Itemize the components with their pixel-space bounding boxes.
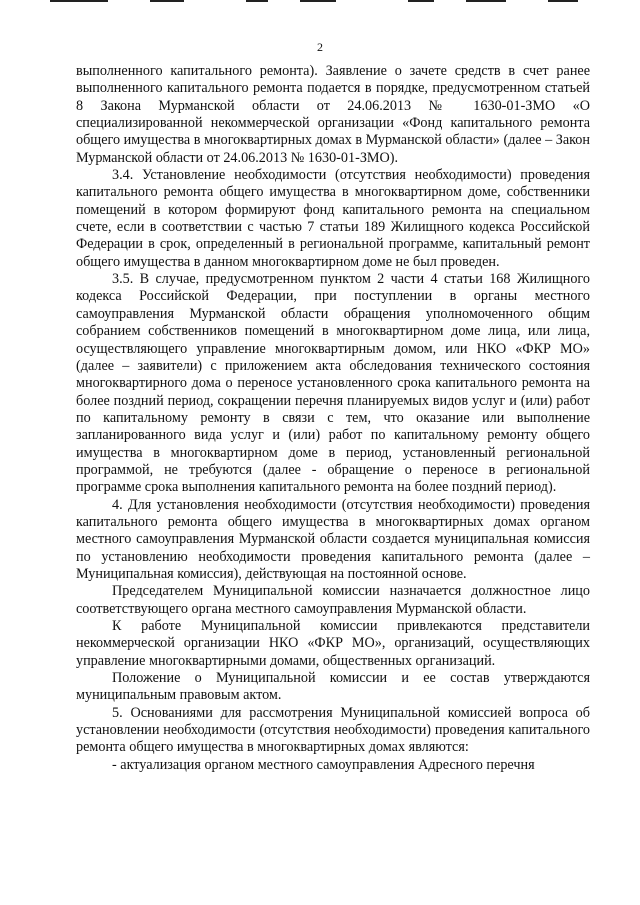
- page-number: 2: [317, 40, 323, 54]
- paragraph-regulation: Положение о Муниципальной комиссии и ее состав утверждаются муниципальным правовым актом.: [76, 670, 590, 704]
- paragraph-5: 5. Основаниями для рассмотрения Муниципальной комиссией вопроса об установлении необходимости (отсутствия необходимости) проведения капитального ремонта общего имущества в многоквартирных домах являются:: [76, 704, 590, 756]
- paragraph-3-4: 3.4. Установление необходимости (отсутствия необходимости) проведения капитального ремонта общего имущества в многоквартирном доме, собственники помещений в котором формируют фонд капитального ремонта на специальном счете, если в соответствии с частью 7 статьи 189 Жилищного кодекса Российской Федерации в срок, определенный в региональной программе, капитальный ремонт общего имущества в данном многоквартирном доме не был проведен.: [76, 167, 590, 270]
- document-body: [76, 63, 590, 774]
- page-top-edge: [0, 0, 640, 2]
- paragraph-chairman: Председателем Муниципальной комиссии назначается должностное лицо соответствующего органа местного самоуправления Мурманской области.: [76, 583, 590, 617]
- paragraph-continuation: выполненного капитального ремонта). Заявление о зачете средств в счет ранее выполненного капитального ремонта подается в порядке, предусмотренном статьей 8 Закона Мурманской области от 24.06.2013 № 1630-01-ЗМО «О специализированной некоммерческой организации «Фонд капитального ремонта общего имущества в многоквартирных домах в Мурманской области» (далее – Закон Мурманской области от 24.06.2013 № 1630-01-ЗМО).: [76, 63, 590, 166]
- paragraph-participants: К работе Муниципальной комиссии привлекаются представители некоммерческой организации НКО «ФКР МО», организаций, осуществляющих управление многоквартирными домами, общественных организаций.: [76, 618, 590, 669]
- paragraph-4: 4. Для установления необходимости (отсутствия необходимости) проведения капитального ремонта общего имущества в многоквартирных домах органом местного самоуправления Мурманской области создается муниципальная комиссия по установлению необходимости проведения капитального ремонта (далее – Муниципальная комиссия), действующая на постоянной основе.: [76, 496, 590, 582]
- paragraph-list-item: - актуализация органом местного самоуправления Адресного перечня: [112, 756, 535, 773]
- paragraph-3-5: 3.5. В случае, предусмотренном пунктом 2 части 4 статьи 168 Жилищного кодекса Российской Федерации, при поступлении в органы местного самоуправления Мурманской области обращения уполномоченного общим собранием собственников помещений в многоквартирном доме лица, или лица, осуществляющего управление многоквартирным домом, или НКО «ФКР МО» (далее – заявители) с приложением акта обследования технического состояния многоквартирного дома о переносе установленного срока капитального ремонта на более поздний период, сокращении перечня планируемых видов услуг и (или) работ по капитальному ремонту в связи с тем, что оказание или выполнение запланированного вида услуг и (или) работ по капитальному ремонту общего имущества в многоквартирном доме в период, установленный региональной программой, не требуются (далее - обращение о переносе в региональной программе срока выполнения капитального ремонта на более поздний период).: [76, 271, 590, 496]
